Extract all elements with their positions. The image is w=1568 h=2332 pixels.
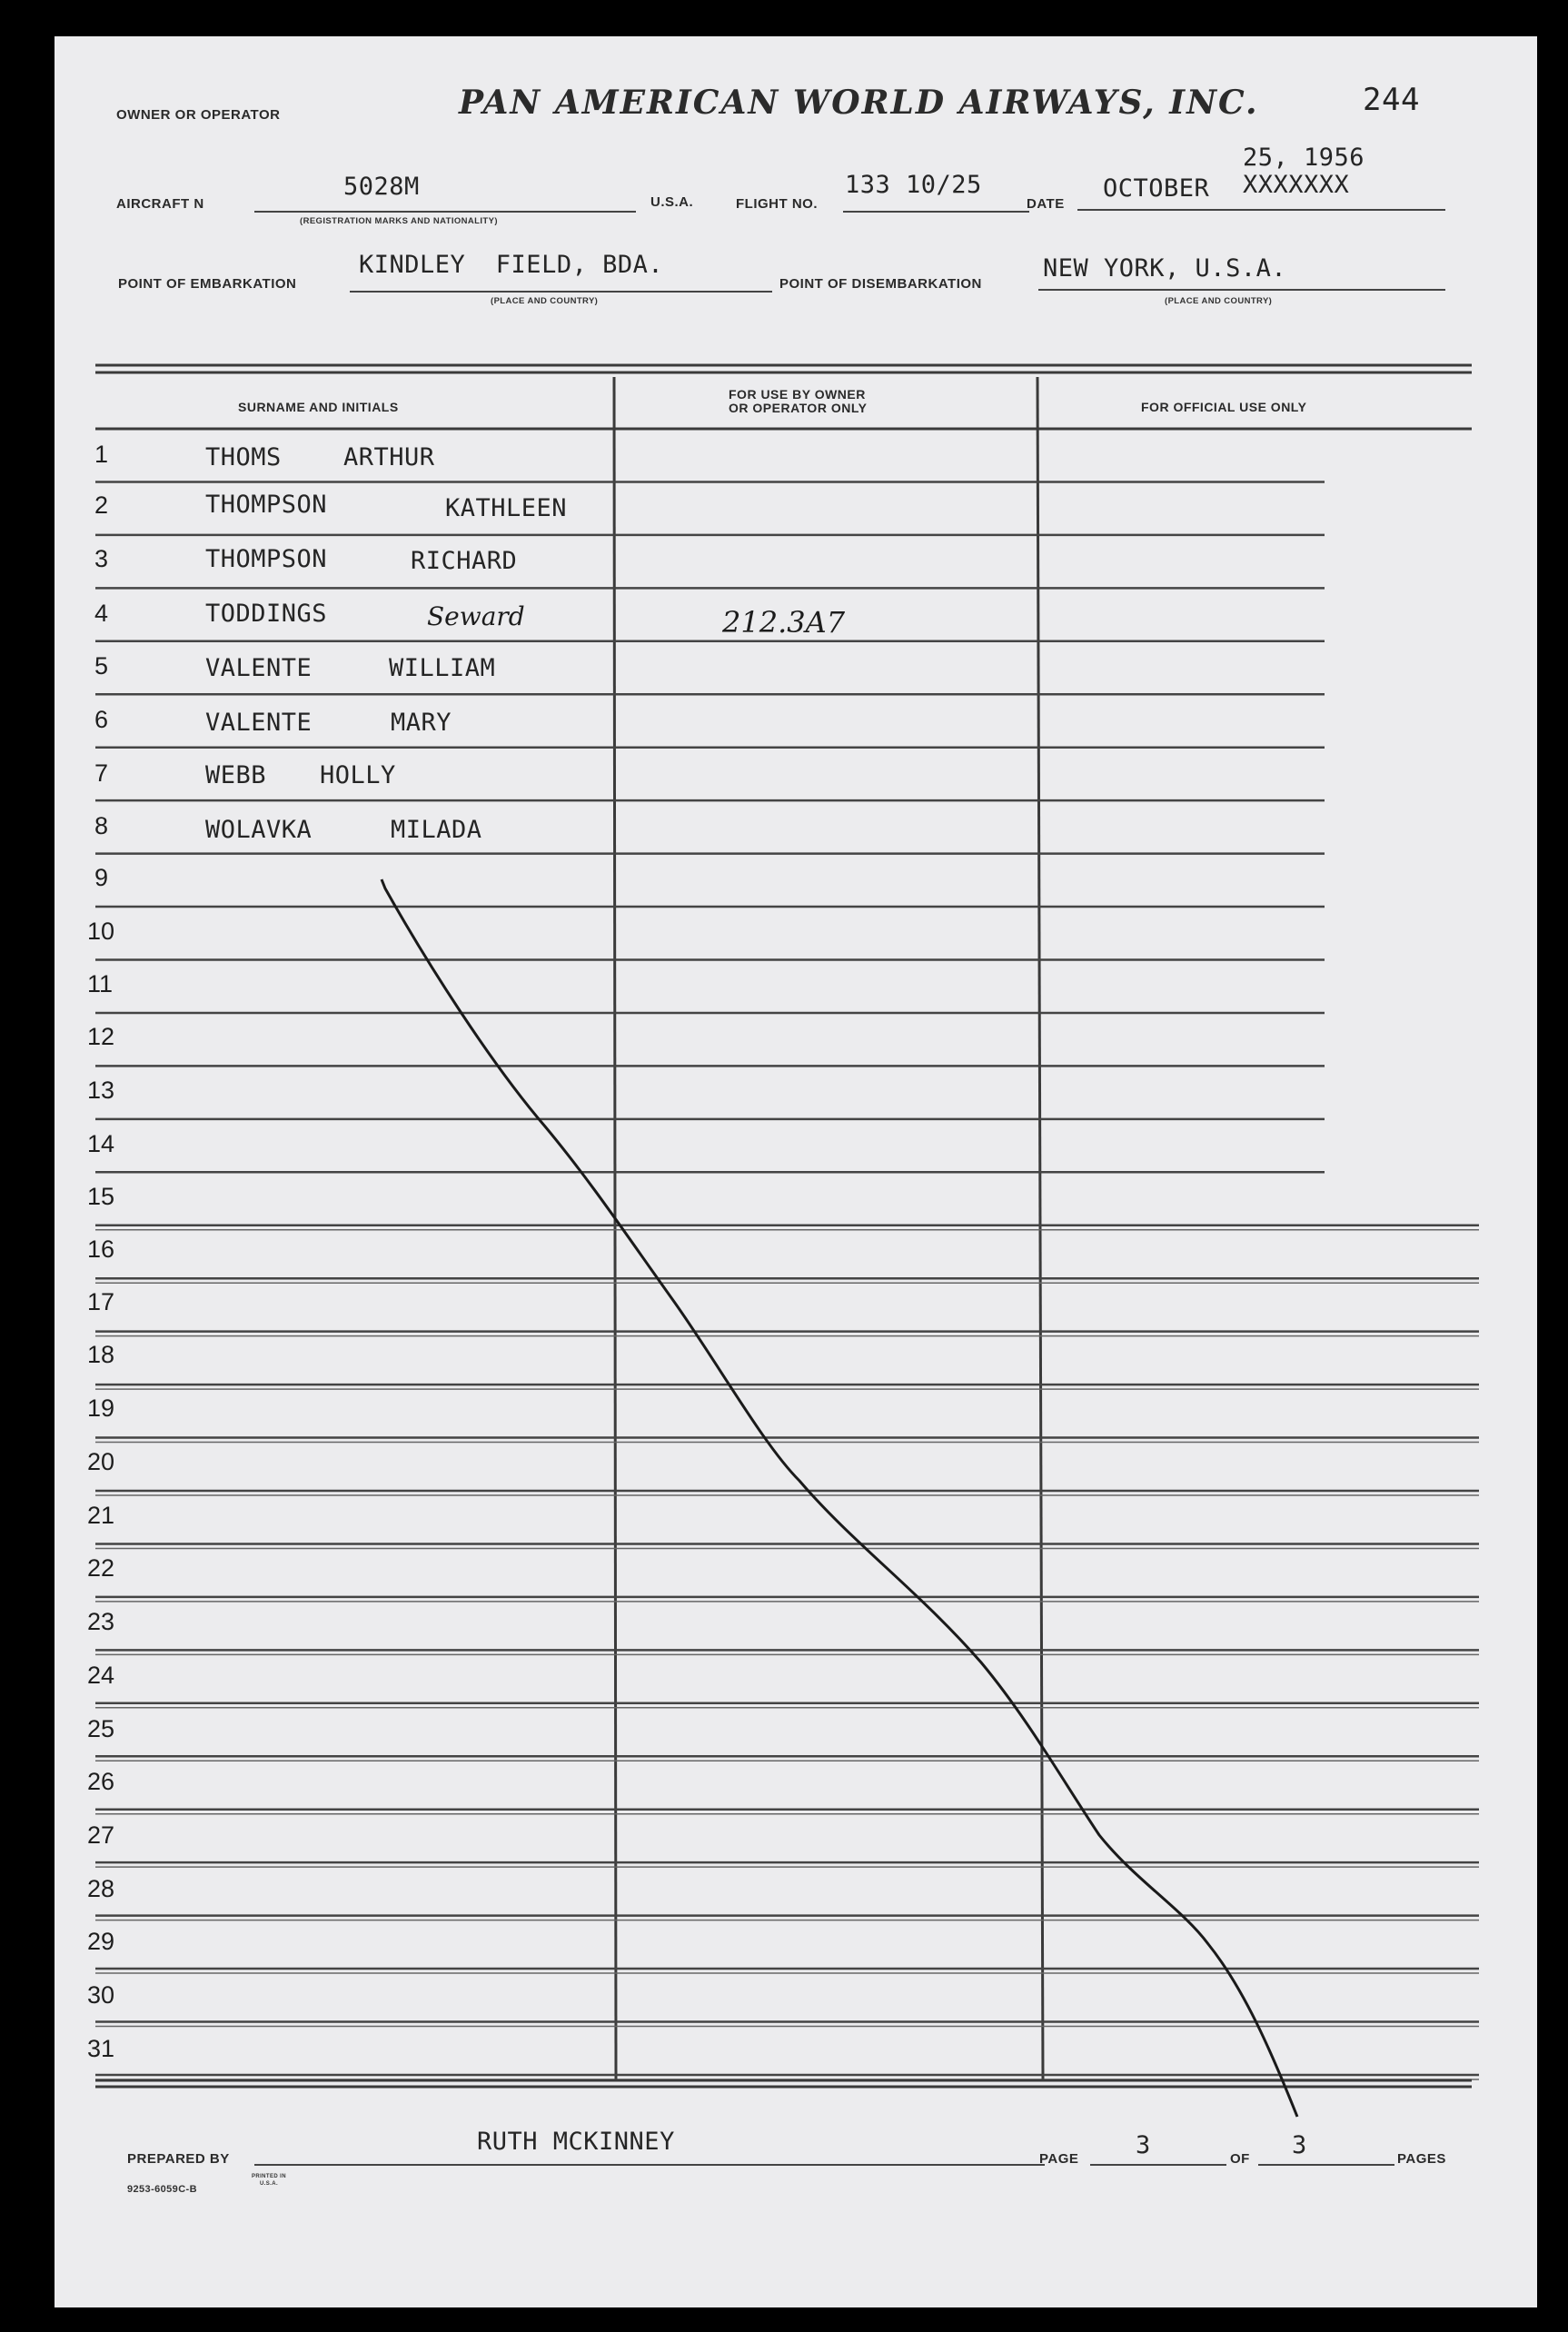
aircraft-label: AIRCRAFT N [116,196,204,212]
row-number: 19 [87,1394,115,1422]
row-number: 27 [87,1821,115,1849]
passenger-given-name: RICHARD [411,547,518,575]
row-number: 5 [94,652,109,680]
prepared-by-value: RUTH MCKINNEY [477,2128,675,2156]
row-number: 24 [87,1662,115,1689]
passenger-surname: VALENTE [205,654,313,682]
company-name: PAN AMERICAN WORLD AIRWAYS, INC. [459,84,1259,122]
prepared-by-label: PREPARED BY [127,2151,230,2167]
passenger-given-name: ARTHUR [343,443,435,471]
passenger-surname: VALENTE [205,709,313,737]
disembarkation-label: POINT OF DISEMBARKATION [779,276,982,292]
row-number: 13 [87,1077,115,1104]
row-number: 29 [87,1928,115,1955]
row-number: 18 [87,1341,115,1368]
prepared-by-underline [254,2164,1045,2166]
row-number: 3 [94,545,109,572]
row-number: 25 [87,1715,115,1742]
row-number: 4 [94,600,109,627]
passenger-given-name: HOLLY [320,761,396,789]
row-number: 21 [87,1502,115,1529]
of-label: OF [1230,2151,1250,2167]
disembarkation-place-caption: (PLACE AND COUNTRY) [1165,296,1273,306]
passenger-given-name: KATHLEEN [445,494,568,522]
column-divider-right [1037,377,1043,2080]
aircraft-underline [254,211,636,213]
passenger-given-name: MARY [391,709,452,737]
row-number: 7 [94,759,109,787]
disembarkation-value: NEW YORK, U.S.A. [1043,254,1287,283]
date-overtype: XXXXXXX [1243,171,1350,199]
date-label: DATE [1027,196,1065,212]
column-header-owner-use-2: OR OPERATOR ONLY [729,401,868,415]
printed-in-usa-mark: PRINTED IN U.S.A. [251,2174,286,2187]
page-underline [1090,2164,1226,2166]
row-number: 1 [94,441,109,468]
registration-caption: (REGISTRATION MARKS AND NATIONALITY) [300,216,498,226]
date-underline [1077,209,1445,211]
column-header-surname: SURNAME AND INITIALS [238,400,399,414]
passenger-surname: WEBB [205,761,267,789]
embarkation-value: KINDLEY FIELD, BDA. [359,251,664,279]
row-number: 30 [87,1981,115,2009]
row-number: 12 [87,1023,115,1050]
aircraft-value: 5028M [343,173,420,201]
column-divider-left [614,377,616,2080]
page-label: PAGE [1039,2151,1079,2167]
disembarkation-underline [1038,289,1445,291]
row-number: 17 [87,1288,115,1315]
row-number: 16 [87,1235,115,1263]
date-value: OCTOBER [1103,174,1210,203]
row-number: 8 [94,812,109,839]
passenger-surname: THOMS [205,443,282,471]
passenger-surname: THOMPSON [205,491,328,519]
row-number: 14 [87,1130,115,1157]
of-underline [1258,2164,1394,2166]
embarkation-underline [350,291,772,293]
row-number: 31 [87,2035,115,2062]
pages-label: PAGES [1397,2151,1446,2167]
date-correction: 25, 1956 [1243,144,1365,172]
passenger-surname: THOMPSON [205,545,328,573]
usa-label: U.S.A. [650,194,694,210]
page-number: 3 [1136,2131,1151,2159]
row-number: 22 [87,1554,115,1582]
embarkation-label: POINT OF EMBARKATION [118,276,297,292]
row-number: 15 [87,1183,115,1210]
row-number: 20 [87,1448,115,1475]
row-number: 2 [94,491,109,519]
passenger-surname: TODDINGS [205,600,328,628]
passenger-surname: WOLAVKA [205,816,313,844]
row-number: 11 [87,970,114,997]
passenger-given-name: WILLIAM [389,654,496,682]
form-number: 9253-6059C-B [127,2184,197,2195]
passenger-given-name: Seward [427,601,525,631]
passenger-given-name: MILADA [391,816,482,844]
row-number: 10 [87,918,115,945]
column-header-owner-use-1: FOR USE BY OWNER [729,387,866,402]
flight-value: 133 10/25 [845,171,982,199]
row-number: 6 [94,706,109,733]
row-number: 26 [87,1768,115,1795]
column-header-official: FOR OFFICIAL USE ONLY [1141,400,1307,414]
page-id-number: 244 [1363,82,1420,118]
row-number: 9 [94,864,109,891]
passenger-owner-note: 212.3A7 [722,605,846,640]
embarkation-place-caption: (PLACE AND COUNTRY) [491,296,599,306]
flight-underline [843,211,1029,213]
total-pages: 3 [1292,2131,1307,2159]
owner-operator-label: OWNER OR OPERATOR [116,107,281,123]
row-number: 28 [87,1875,115,1902]
flight-label: FLIGHT NO. [736,196,818,212]
row-number: 23 [87,1608,115,1635]
